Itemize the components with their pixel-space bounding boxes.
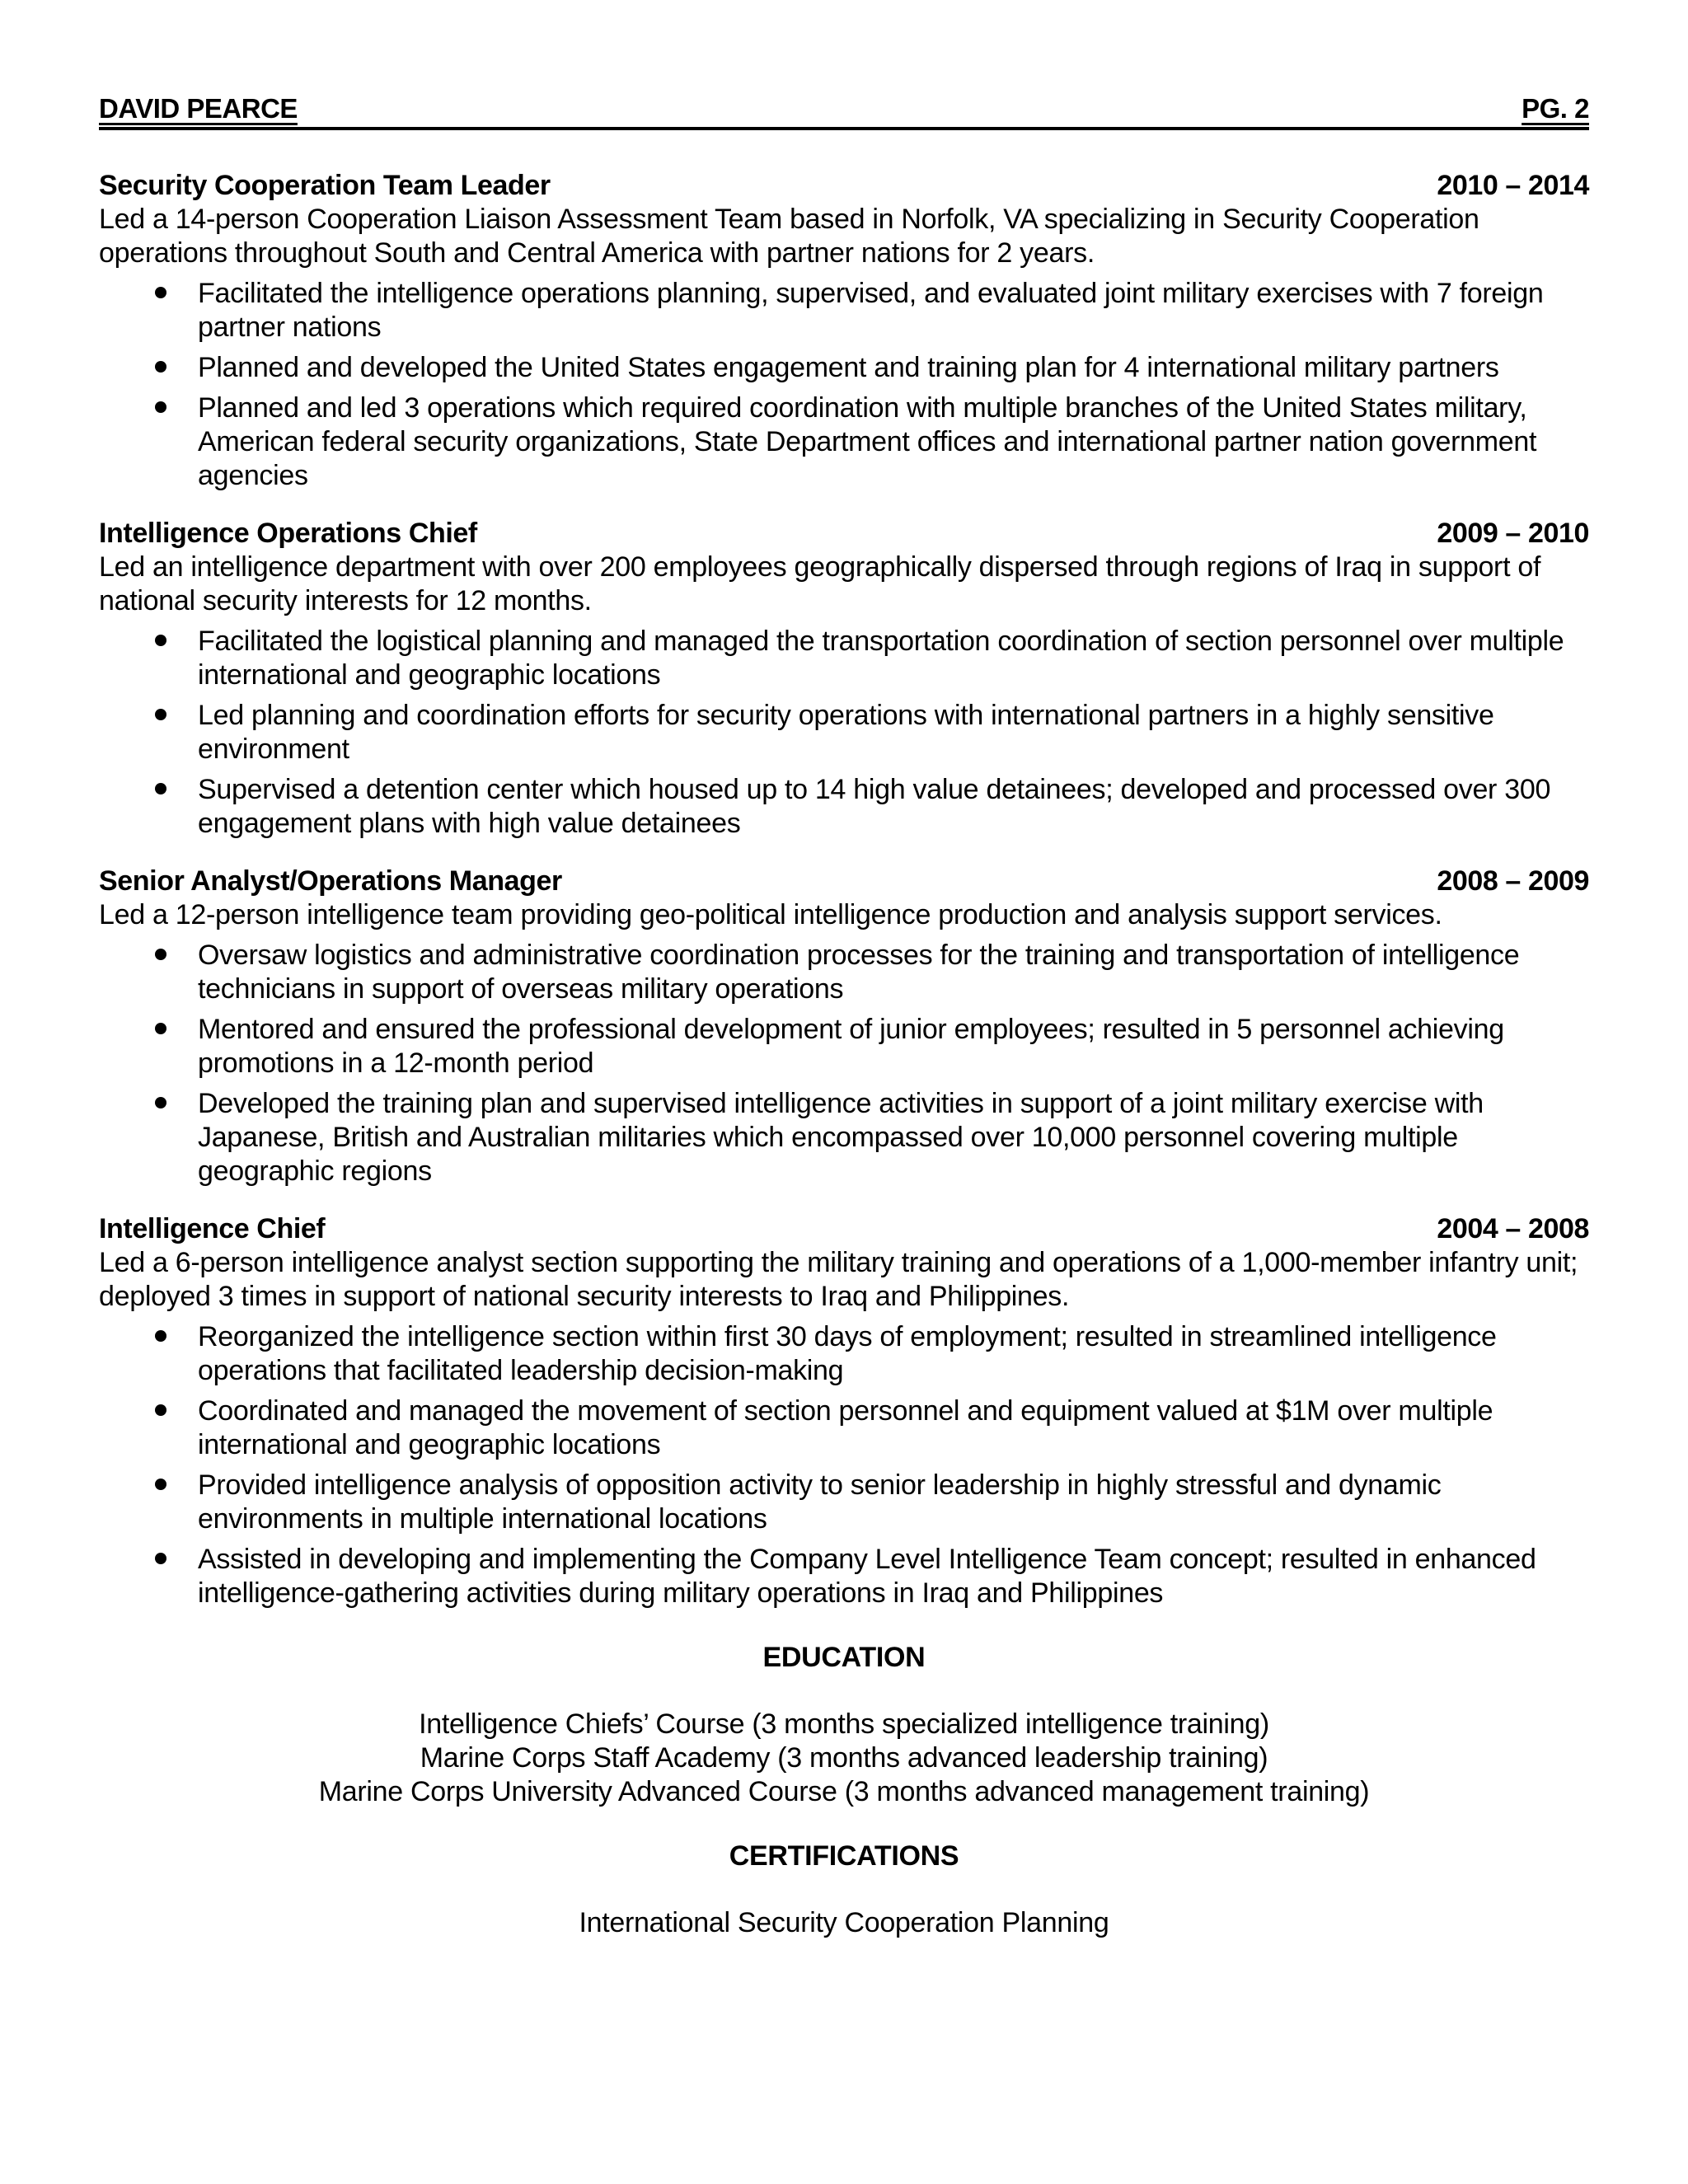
bullet-item [99,625,1589,692]
job-title: Intelligence Operations Chief [99,518,477,549]
job-entry [99,516,1589,841]
bullet-icon [155,783,166,794]
section-title: EDUCATION [762,1642,926,1673]
bullet-item [99,391,1589,493]
section-title: CERTIFICATIONS [729,1840,959,1872]
bullet-icon [155,401,166,413]
bullet-text: Coordinated and managed the movement of section personnel and equipment valued at $1M over multiple international and geographic locations [198,1395,1493,1460]
bullet-text: Planned and led 3 operations which required coordination with multiple branches of the United States military, American federal security organizations, State Department offices and international partner nation government agencies [198,392,1537,491]
bullet-text: Mentored and ensured the professional development of junior employees; resulted in 5 personnel achieving promotions in a 12-month period [198,1014,1504,1079]
bullet-item [99,1320,1589,1388]
bullet-text: Facilitated the logistical planning and managed the transportation coordination of section personnel over multiple international and geographic locations [198,626,1564,691]
job-heading [99,168,1589,203]
bullet-text: Led planning and coordination efforts for security operations with international partners in a highly sensitive environment [198,700,1494,765]
job-title: Security Cooperation Team Leader [99,170,551,201]
bullet-icon [155,1479,166,1490]
job-years: 2010 – 2014 [1437,170,1589,201]
page-header [99,92,1589,130]
bullet-item [99,1087,1589,1188]
bullet-icon [155,1404,166,1416]
bullet-item [99,1013,1589,1080]
certifications-section [99,1839,1589,1940]
job-summary: Led an intelligence department with over 200 employees geographically dispersed through regions of Iraq in support of national security interests for 12 months. [99,551,1541,616]
job-bullets [99,1320,1589,1610]
job-summary: Led a 14-person Cooperation Liaison Assessment Team based in Norfolk, VA specializing in Security Cooperation operations throughout South and Central America with partner nations for 2 years. [99,204,1479,269]
bullet-text: Facilitated the intelligence operations planning, supervised, and evaluated joint military exercises with 7 foreign partner nations [198,278,1544,343]
job-bullets [99,625,1589,841]
job-summary: Led a 12-person intelligence team providing geo-political intelligence production and analysis support services. [99,899,1442,930]
bullet-icon [155,635,166,646]
job-years: 2004 – 2008 [1437,1213,1589,1244]
bullet-item [99,699,1589,766]
certification-item: International Security Cooperation Planning [579,1907,1109,1938]
candidate-name: DAVID PEARCE [99,93,298,124]
bullet-item [99,1469,1589,1536]
job-title: Intelligence Chief [99,1213,326,1244]
bullet-icon [155,1097,166,1108]
bullet-item [99,939,1589,1006]
bullet-icon [155,709,166,720]
job-bullets [99,939,1589,1188]
bullet-item [99,1543,1589,1610]
resume-page [99,92,1589,1940]
job-bullets [99,277,1589,493]
job-years: 2009 – 2010 [1437,518,1589,549]
bullet-text: Oversaw logistics and administrative coordination processes for the training and transportation of intelligence technicians in support of overseas military operations [198,940,1520,1005]
education-item: Marine Corps University Advanced Course (3 months advanced management training) [318,1776,1370,1807]
job-heading [99,516,1589,551]
bullet-text: Planned and developed the United States engagement and training plan for 4 international military partners [198,352,1499,383]
bullet-icon [155,949,166,960]
certifications-list [99,1906,1589,1940]
job-entry [99,864,1589,1188]
bullet-icon [155,361,166,373]
job-summary: Led a 6-person intelligence analyst section supporting the military training and operations of a 1,000-member infantry unit; deployed 3 times in support of national security interests to Iraq and Philippines. [99,1247,1578,1312]
job-heading [99,1212,1589,1246]
education-item: Intelligence Chiefs’ Course (3 months specialized intelligence training) [419,1708,1269,1740]
education-item: Marine Corps Staff Academy (3 months advanced leadership training) [420,1742,1268,1774]
job-entry [99,1212,1589,1610]
bullet-item [99,277,1589,344]
page-number: PG. 2 [1522,93,1589,124]
bullet-text: Assisted in developing and implementing the Company Level Intelligence Team concept; resulted in enhanced intelligence-gathering activities during military operations in Iraq and Philippines [198,1544,1536,1609]
bullet-icon [155,1023,166,1034]
bullet-item [99,1394,1589,1462]
bullet-icon [155,1553,166,1564]
bullet-item [99,773,1589,841]
bullet-icon [155,287,166,298]
job-title: Senior Analyst/Operations Manager [99,865,562,897]
education-section [99,1640,1589,1809]
bullet-text: Supervised a detention center which housed up to 14 high value detainees; developed and processed over 300 engagement plans with high value detainees [198,774,1551,839]
bullet-text: Reorganized the intelligence section within first 30 days of employment; resulted in streamlined intelligence operations that facilitated leadership decision-making [198,1321,1497,1386]
bullet-item [99,351,1589,385]
bullet-icon [155,1330,166,1342]
job-heading [99,864,1589,898]
bullet-text: Provided intelligence analysis of opposition activity to senior leadership in highly stressful and dynamic environments in multiple international locations [198,1469,1442,1535]
bullet-text: Developed the training plan and supervised intelligence activities in support of a joint military exercise with Japanese, British and Australian militaries which encompassed over 10,000 personnel covering multiple geographic regions [198,1088,1484,1187]
job-years: 2008 – 2009 [1437,865,1589,897]
job-entry [99,168,1589,493]
education-list [99,1708,1589,1809]
